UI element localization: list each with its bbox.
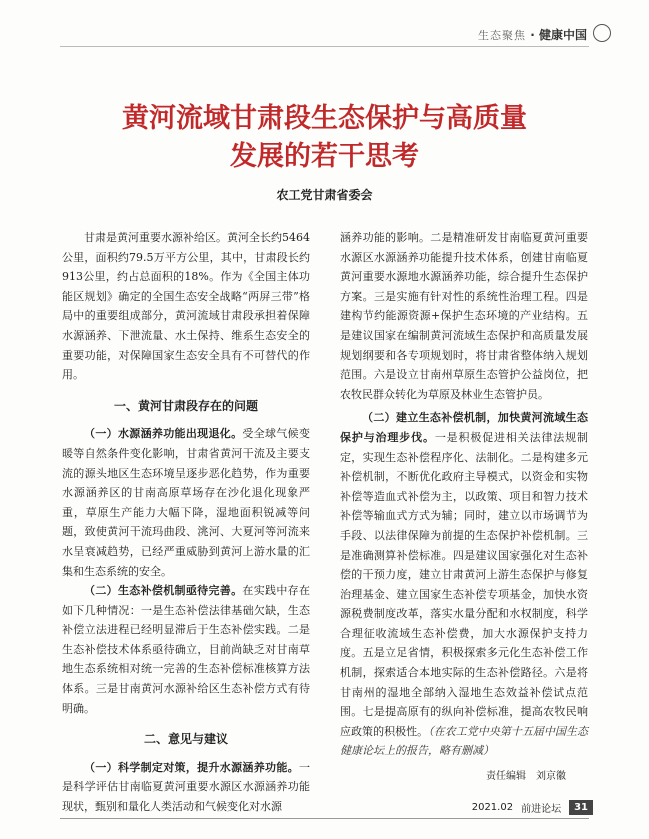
paragraph-1-head: （一）水源涵养功能出现退化。: [84, 427, 243, 441]
header-column: 健康中国: [538, 28, 587, 42]
page-header: [0, 18, 649, 48]
article-author: 农工党甘肃省委会: [276, 188, 373, 202]
article-title-line-2: 发展的若干思考: [230, 141, 419, 172]
left-column: [62, 228, 310, 817]
source-note: （在农工党中央第十五届中国生态健康论坛上的报告，略有删减）: [340, 724, 589, 758]
page-number: 31: [569, 800, 593, 815]
header-label: [472, 26, 587, 43]
paragraph-3-continued: 涵养功能的影响。二是精准研发甘南临夏黄河重要水源区水源涵养功能提升技术体系，创建甘南临夏黄河重要水源地水源涵养功能，综合提升生态保护方案。三是实施有针对性的系统性治理工程。四是建构节约能源资源+保护生态环境的产业结构。五是建议国家在编制黄河流域生态保护和高质量发展规划纲要和各专项规划时，将甘肃省整体纳入规划范围。六是设立甘南州草原生态管护公益岗位，把农牧民群众转化为草原及林业生态管护员。: [340, 231, 588, 401]
header-rule: [60, 46, 589, 47]
right-column: [340, 228, 588, 787]
magazine-name: 前进论坛: [521, 804, 562, 815]
paragraph-2-body: 在实践中存在如下几种情况：一是生态补偿法律基础欠缺，生态补偿立法进程已经明显滞后于生态补偿实践。二是生态补偿技术体系亟待确立，目前尚缺乏对甘南草地生态系统相对统一完善的生态补偿标准核算方法体系。三是甘南黄河水源补给区生态补偿方式有待明确。: [62, 584, 311, 715]
paragraph-4: [340, 408, 588, 761]
circle-logo-icon: [593, 24, 611, 42]
paragraph-1-body: 受全球气候变暖等自然条件变化影响，甘肃省黄河干流及主要支流的源头地区生态环境呈逐步恶化趋势，作为重要水源涵养区的甘南高原草场存在沙化退化现象严重，草原生产能力大幅下降，湿地面积锐减等问题，致使黄河干流玛曲段、洮河、大夏河等河流来水呈衰减趋势，已经严重威胁到黄河上游水量的汇集和生态系统的安全。: [62, 427, 311, 578]
paragraph-4-head: （二）建立生态补偿机制，加快黄河流域生态保护与治理步伐。: [340, 411, 588, 444]
article-title-line-1: 黄河流域甘肃段生态保护与高质量: [122, 103, 527, 134]
paragraph-2: [62, 581, 310, 718]
section-1-title: 一、黄河甘肃段存在的问题: [113, 398, 258, 413]
header-section: 生态聚焦: [478, 29, 527, 42]
header-dot: ·: [530, 28, 535, 42]
paragraph-1: [62, 424, 310, 581]
intro-paragraph: 甘肃是黄河重要水源补给区。黄河全长约5464公里，面积约79.5万平方公里，其中，甘肃段长约913公里，约占总面积的18%。作为《全国主体功能区规划》确定的全国生态安全战略“两屏三带”格局中的重要组成部分，黄河流域甘肃段承担着保障水源涵养、下泄流量、水土保持、维系生态安全的重要功能，对保障国家生态安全具有不可替代的作用。: [62, 231, 310, 382]
paragraph-4-body: 一是积极促进相关法律法规制定，实现生态补偿程序化、法制化。二是构建多元补偿机制，不断优化政府主导模式，以资金和实物补偿等造血式补偿为主，以政策、项目和智力技术补偿等输血式方式为辅；同时，建立以市场调节为手段、以法律保障为前提的生态保护补偿机制。三是准确测算补偿标准。四是建议国家强化对生态补偿的干预力度，建立甘肃黄河上游生态保护与修复治理基金、建立国家生态补偿专项基金，加快水资源税费制度改革，落实水量分配和水权制度，科学合理征收流域生态补偿费，加大水源保护支持力度。五是立足省情，积极探索多元化生态补偿工作机制，探索适合本地实际的生态补偿路径。六是将甘南州的湿地全部纳入湿地生态效益补偿试点范围。七是提高原有的纵向补偿标准，提高农牧民响应政策的积极性。: [340, 430, 589, 738]
paragraph-3: [62, 758, 310, 817]
responsible-editor: 责任编辑 刘京徽: [486, 771, 566, 783]
paragraph-3-body: 一是科学评估甘南临夏黄河重要水源区水源涵养功能现状，甄别和量化人类活动和气候变化对水源: [62, 760, 310, 814]
page-footer: [472, 800, 593, 815]
footer-rule: [60, 818, 589, 819]
section-2-title: 二、意见与建议: [143, 732, 228, 747]
paragraph-2-head: （二）生态补偿机制亟待完善。: [84, 584, 243, 598]
paragraph-3-head: （一）科学制定对策，提升水源涵养功能。: [84, 760, 299, 774]
issue-number: 2021.02: [471, 802, 514, 813]
